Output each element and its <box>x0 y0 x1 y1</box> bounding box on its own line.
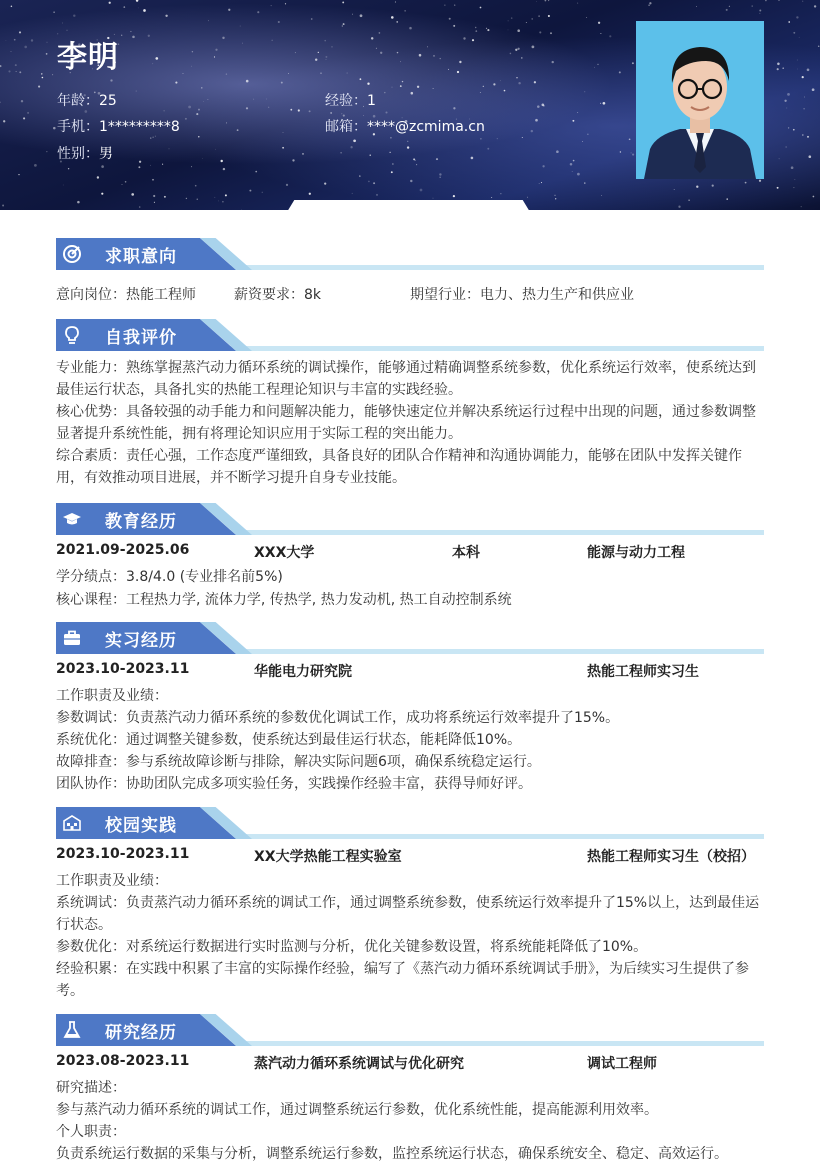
email-field: 邮箱：****@zcmima.cn <box>325 119 485 135</box>
campus-line: 系统调试：负责蒸汽动力循环系统的调试工作，通过调整系统参数，使系统运行效率提升了15%以上，达到最佳运行状态。 <box>56 895 760 933</box>
research-line: 负责系统运行数据的采集与分析，调整系统运行参数，监控系统运行状态，确保系统安全、稳定、高效运行。 <box>56 1146 728 1162</box>
research-role: 调试工程师 <box>587 1056 657 1072</box>
phone-field: 手机：1*********8 <box>57 119 180 135</box>
edu-gpa: 学分绩点：3.8/4.0 (专业排名前5%) <box>56 569 283 585</box>
intern-line: 故障排查：参与系统故障诊断与排除，解决实际问题6项，确保系统稳定运行。 <box>56 754 541 770</box>
campus-line: 参数优化：对系统运行数据进行实时监测与分析，优化关键参数设置，将系统能耗降低了10%。 <box>56 939 648 955</box>
research-line: 个人职责： <box>56 1124 126 1140</box>
intent-position: 意向岗位：热能工程师 <box>56 287 196 303</box>
school-building-icon <box>62 813 82 833</box>
research-line: 参与蒸汽动力循环系统的调试工作，通过调整系统运行参数，优化系统性能，提高能源利用效率。 <box>56 1102 658 1118</box>
intern-line: 团队协作：协助团队完成多项实验任务，实践操作经验丰富，获得导师好评。 <box>56 776 532 792</box>
intern-org: 华能电力研究院 <box>254 664 352 680</box>
campus-role: 热能工程师实习生（校招） <box>587 849 755 865</box>
gender-field: 性别：男 <box>57 146 113 162</box>
section-research <box>56 1014 764 1046</box>
section-education <box>56 503 764 535</box>
profile-photo <box>636 21 764 179</box>
section-title: 求职意向 <box>105 247 177 267</box>
age-field: 年龄：25 <box>57 93 117 109</box>
edu-school: XXX大学 <box>254 545 315 561</box>
intern-line: 系统优化：通过调整关键参数，使系统达到最佳运行状态，能耗降低10%。 <box>56 732 522 748</box>
edu-courses: 核心课程：工程热力学, 流体力学, 传热学, 热力发动机, 热工自动控制系统 <box>56 592 512 608</box>
self-eval-strength: 核心优势：具备较强的动手能力和问题解决能力，能够快速定位并解决系统运行过程中出现的问题，通过参数调整显著提升系统性能，拥有将理论知识应用于实际工程的突出能力。 <box>56 404 756 442</box>
resume-header <box>0 0 820 210</box>
intern-line: 工作职责及业绩： <box>56 688 168 704</box>
section-title: 研究经历 <box>105 1023 177 1043</box>
intent-salary: 薪资要求：8k <box>234 287 322 303</box>
edu-date: 2021.09-2025.06 <box>56 542 190 558</box>
graduation-cap-icon <box>62 509 82 529</box>
target-icon <box>62 244 82 264</box>
section-self-evaluation <box>56 319 764 351</box>
campus-org: XX大学热能工程实验室 <box>254 849 402 865</box>
intern-role: 热能工程师实习生 <box>587 664 699 680</box>
section-title: 教育经历 <box>105 512 177 532</box>
section-campus-practice <box>56 807 764 839</box>
research-date: 2023.08-2023.11 <box>56 1053 190 1069</box>
self-eval-professional: 专业能力：熟练掌握蒸汽动力循环系统的调试操作，能够通过精确调整系统参数，优化系统运行效率，使系统达到最佳运行状态，具备扎实的热能工程理论知识与丰富的实践经验。 <box>56 360 756 398</box>
header-tab-notch <box>287 200 530 210</box>
intern-line: 参数调试：负责蒸汽动力循环系统的参数优化调试工作，成功将系统运行效率提升了15%。 <box>56 710 620 726</box>
section-title: 自我评价 <box>105 328 177 348</box>
flask-icon <box>62 1020 82 1040</box>
section-title: 实习经历 <box>105 631 177 651</box>
section-internship <box>56 622 764 654</box>
campus-date: 2023.10-2023.11 <box>56 846 190 862</box>
self-eval-quality: 综合素质：责任心强，工作态度严谨细致，具备良好的团队合作精神和沟通协调能力，能够在团队中发挥关键作用，有效推动项目进展，并不断学习提升自身专业技能。 <box>56 448 742 486</box>
experience-field: 经验：1 <box>325 93 376 109</box>
research-project: 蒸汽动力循环系统调试与优化研究 <box>254 1056 464 1072</box>
section-title: 校园实践 <box>105 816 177 836</box>
section-job-intent <box>56 238 764 270</box>
research-line: 研究描述： <box>56 1080 126 1096</box>
briefcase-icon <box>62 628 82 648</box>
intent-industry: 期望行业：电力、热力生产和供应业 <box>410 287 634 303</box>
edu-degree: 本科 <box>452 545 480 561</box>
campus-line: 工作职责及业绩： <box>56 873 168 889</box>
intern-date: 2023.10-2023.11 <box>56 661 190 677</box>
lightbulb-icon <box>62 325 82 345</box>
candidate-name: 李明 <box>57 40 119 75</box>
edu-major: 能源与动力工程 <box>587 545 685 561</box>
campus-line: 经验积累：在实践中积累了丰富的实际操作经验，编写了《蒸汽动力循环系统调试手册》，为后续实习生提供了参考。 <box>56 961 749 999</box>
